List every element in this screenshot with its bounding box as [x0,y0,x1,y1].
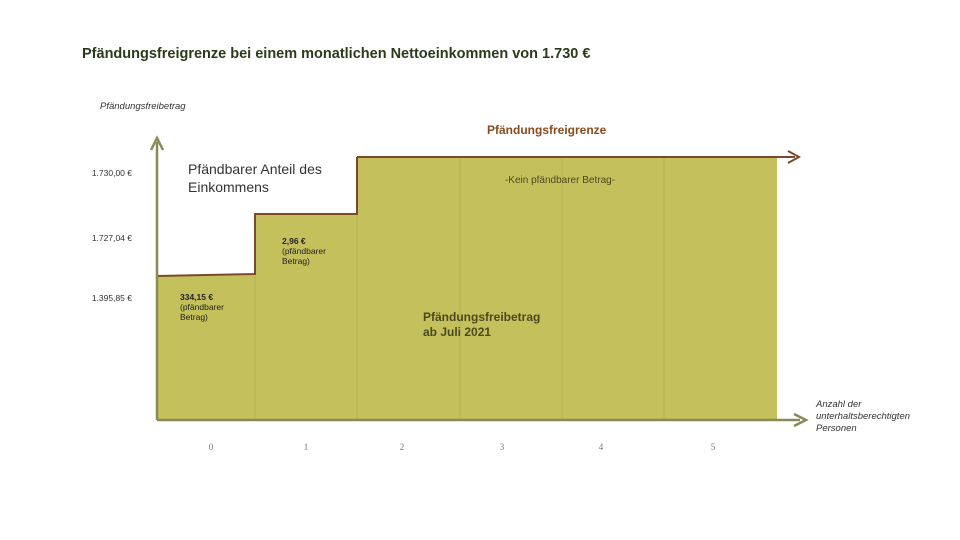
x-axis-title-line: Anzahl der [816,399,862,410]
bar-2 [357,157,460,420]
x-tick-label: 3 [499,442,505,452]
no-seizure-label: -Kein pfändbarer Betrag- [504,175,616,186]
x-tick-label: 2 [399,442,405,452]
x-tick-label: 5 [710,442,716,452]
limit-label: Pfändungsfreigrenze [487,123,607,137]
x-axis-title-line: Personen [816,423,857,434]
x-axis-title-line: unterhaltsberechtigten [816,411,911,422]
area-label [423,310,540,340]
area-label-line: ab Juli 2021 [423,325,492,339]
x-axis-title [816,399,910,435]
seizable-region-label [188,160,322,196]
data-label-amount: 2,96 € [282,236,306,246]
bar-4 [562,157,664,420]
seizable-region-label-line: Einkommens [188,179,269,195]
data-label-0 [180,292,224,322]
seizable-region-label-line: Pfändbarer Anteil des [188,161,322,177]
data-label-note: Betrag) [180,312,208,322]
y-tick-label: 1.395,85 € [91,293,132,303]
area-label-line: Pfändungsfreibetrag [423,310,541,324]
data-label-note: (pfändbarer [180,302,224,312]
y-tick-label: 1.730,00 € [91,168,132,178]
x-tick-label: 1 [303,442,309,452]
bar-3 [460,157,562,420]
data-label-amount: 334,15 € [180,292,214,302]
y-tick-label: 1.727,04 € [91,233,132,243]
x-tick-label: 0 [208,442,214,452]
bar-5 [664,157,777,420]
data-label-1 [282,236,326,266]
y-axis-title: Pfändungsfreibetrag [100,101,186,112]
data-label-note: Betrag) [282,256,310,266]
x-tick-label: 4 [598,442,604,452]
data-label-note: (pfändbarer [282,246,326,256]
chart-title: Pfändungsfreigrenze bei einem monatlichen Nettoeinkommen von 1.730 € [82,46,591,62]
